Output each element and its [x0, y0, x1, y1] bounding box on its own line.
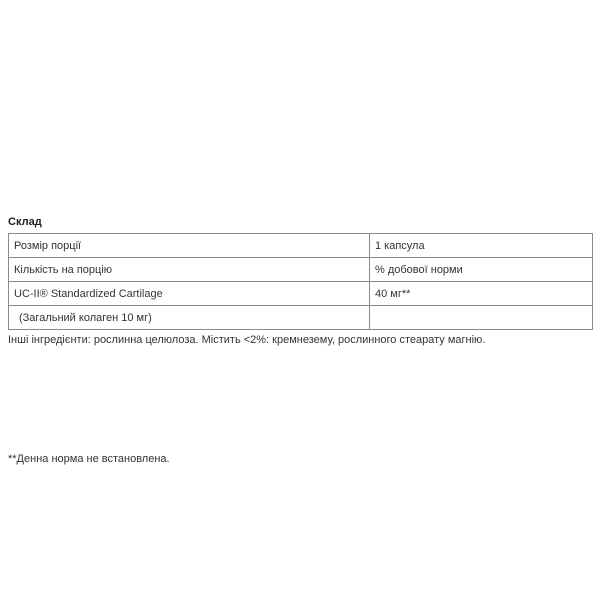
sub-ingredient-amount [370, 306, 593, 330]
section-title: Склад [8, 216, 42, 228]
table-row [9, 234, 593, 258]
other-ingredients-text: Інші інгредієнти: рослинна целюлоза. Містить <2%: кремнезему, рослинного стеарату магнію. [8, 334, 486, 346]
footnote-text: **Денна норма не встановлена. [8, 453, 170, 465]
table-row [9, 282, 593, 306]
amount-per-serving-label: Кількість на порцію [9, 258, 370, 282]
table-row [9, 306, 593, 330]
supplement-facts-table [8, 233, 593, 330]
sub-ingredient-name: (Загальний колаген 10 мг) [19, 311, 152, 324]
ingredient-name: UC-II® Standardized Cartilage [9, 282, 370, 306]
daily-value-header: % добової норми [370, 258, 593, 282]
supplement-facts-section [8, 215, 592, 466]
table-row [9, 258, 593, 282]
serving-size-label: Розмір порції [9, 234, 370, 258]
ingredient-amount: 40 мг** [370, 282, 593, 306]
sub-ingredient-cell [9, 306, 370, 330]
serving-size-value: 1 капсула [370, 234, 593, 258]
